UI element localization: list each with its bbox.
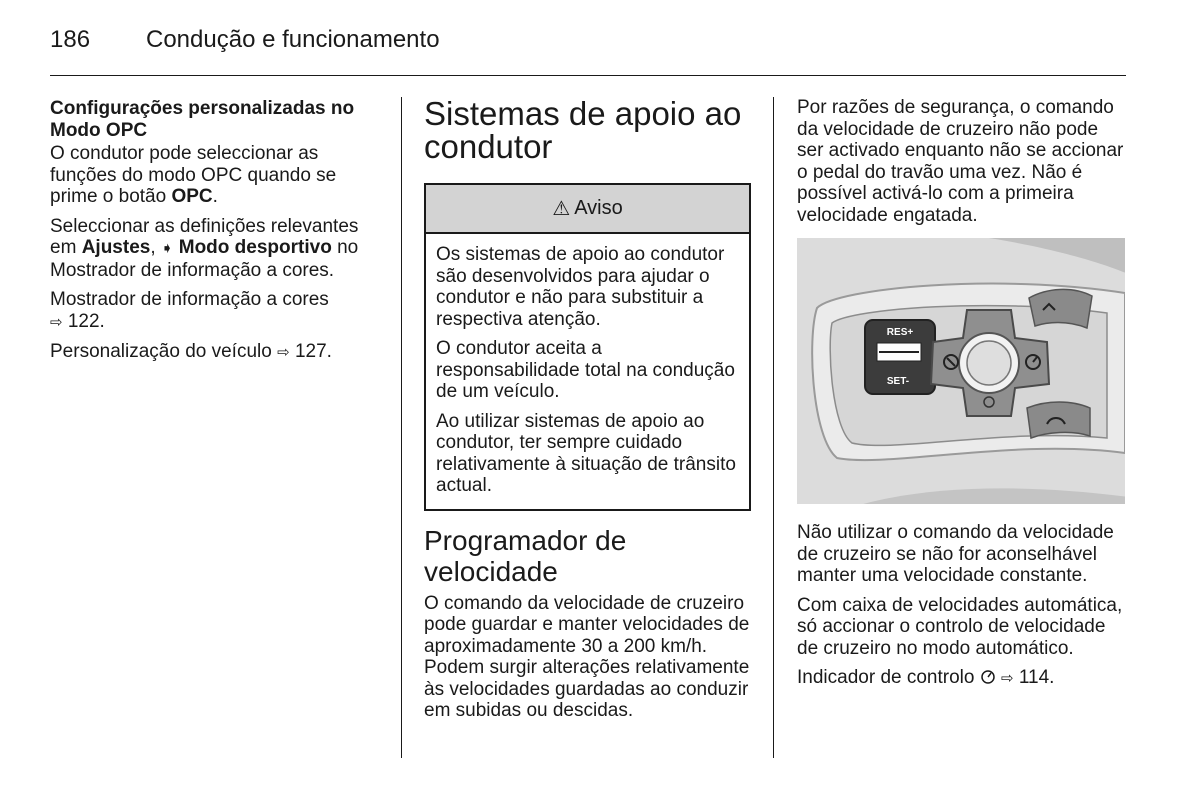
chapter-title: Condução e funcionamento [146,26,440,53]
paragraph-info-display-ref: Mostrador de informação a cores ⇨ 122. [50,289,329,332]
paragraph-vehicle-personalisation-ref: Personalização do veículo ⇨ 127. [50,341,332,362]
paragraph-constant-speed: Não utilizar o comando da velocidade de cruzeiro se não for aconselhável manter uma velocidade constante. [797,522,1114,586]
page-ref-link[interactable]: 122. [67,310,105,332]
menu-modo-desportivo: Modo desportivo [173,237,332,258]
paragraph-automatic: Com caixa de velocidades automática, só accionar o controlo de velocidade de cruzeiro no modo automático. [797,594,1123,659]
page-number: 186 [50,26,91,53]
page-ref-arrow-icon: ⇨ [50,312,63,331]
warning-paragraph: Os sistemas de apoio ao condutor são desenvolvidos para ajudar o condutor e não para substituir a respectiva atenção. [436,244,725,330]
column-divider-1 [401,97,402,758]
warning-triangle-icon: ⚠ [552,195,571,220]
column-3 [797,97,1127,698]
warning-paragraph: O condutor aceita a responsabilidade total na condução de um veículo. [436,338,735,402]
paragraph-safety: Por razões de segurança, o comando da velocidade de cruzeiro não pode ser activado enquanto não se accionar o pedal do travão uma vez. Não é possível activá-lo com a primeira velocidade engatada. [797,97,1124,226]
steering-wheel-controls-figure [797,238,1125,504]
opc-button-name: OPC [171,186,213,207]
column-1 [50,98,385,372]
warning-body [426,234,749,509]
subheading-opc: Configurações personalizadas no Modo OPC [50,98,355,141]
warning-header [426,185,749,234]
page-ref-arrow-icon: ⇨ [277,343,290,361]
subsection-heading-cruise-control: Programador de velocidade [424,524,627,587]
column-divider-2 [773,97,774,758]
paragraph-opc-select: O condutor pode seleccionar as funções do modo OPC quando se prime o botão OPC. [50,143,337,207]
warning-paragraph: Ao utilizar sistemas de apoio ao condutor, ter sempre cuidado relativamente à situação de trânsito actual. [436,410,736,496]
warning-box [424,183,751,511]
warning-title: Aviso [574,196,623,219]
page-ref-link[interactable]: 127. [294,341,332,362]
menu-ajustes: Ajustes [81,237,151,258]
paragraph-settings: Seleccionar as definições relevantes em Ajustes, ➧ Modo desportivo no Mostrador de informação a cores. [50,215,359,281]
menu-arrow-icon: ➧ [160,239,174,257]
set-minus-label: SET- [886,376,910,387]
res-plus-label: RES+ [886,327,914,338]
cruise-control-indicator-icon [980,669,996,685]
paragraph-indicator-ref: Indicador de controlo ⇨ 114. [797,667,1055,688]
section-heading-driver-assist: Sistemas de apoio ao condutor [424,95,742,165]
column-2 [424,97,751,730]
page-ref-arrow-icon: ⇨ [1001,669,1014,687]
page-ref-link[interactable]: 114. [1018,667,1055,688]
page-header [50,26,440,54]
header-rule [50,75,1126,76]
paragraph-cruise-range: O comando da velocidade de cruzeiro pode guardar e manter velocidades de aproximadamente 30 a 200 km/h. Podem surgir alterações relativamente às velocidades guardadas ao conduzir em subidas ou descidas. [424,592,750,721]
